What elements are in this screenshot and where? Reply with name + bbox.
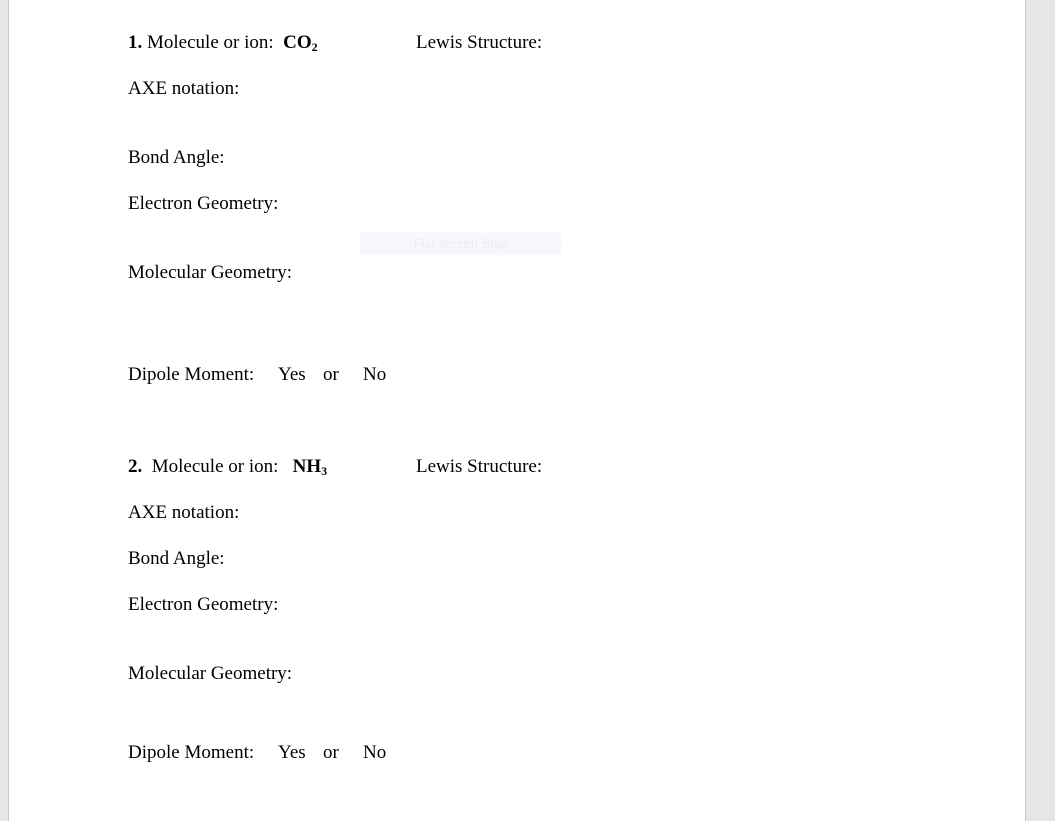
document-page xyxy=(8,0,1026,821)
q1-formula-base: CO xyxy=(283,32,312,53)
q2-dipole-or: or xyxy=(323,742,339,763)
q1-molecular-geometry-label: Molecular Geometry: xyxy=(128,262,293,283)
q1-heading xyxy=(128,32,318,54)
q1-number: 1. xyxy=(128,32,143,53)
q1-dipole-yes: Yes xyxy=(278,364,306,385)
q1-molecule-label: Molecule or ion: xyxy=(147,32,274,53)
q2-dipole-yes: Yes xyxy=(278,742,306,763)
q2-molecule-label: Molecule or ion: xyxy=(151,456,279,477)
q2-formula-subscript: 3 xyxy=(321,464,328,478)
q1-axe-label: AXE notation: xyxy=(128,78,240,99)
q2-axe-label: AXE notation: xyxy=(128,502,240,523)
q1-formula-subscript: 2 xyxy=(311,40,318,54)
q2-formula-base: NH xyxy=(292,456,322,477)
q1-dipole-or: or xyxy=(323,364,339,385)
q1-dipole-label: Dipole Moment: xyxy=(128,364,255,385)
q1-dipole-no: No xyxy=(363,364,387,385)
q1-bond-angle-label: Bond Angle: xyxy=(128,147,225,168)
q1-lewis-label: Lewis Structure: xyxy=(416,32,543,53)
q2-molecular-geometry-label: Molecular Geometry: xyxy=(128,663,293,684)
q1-electron-geometry-label: Electron Geometry: xyxy=(128,193,279,214)
q2-dipole-no: No xyxy=(363,742,387,763)
q2-formula xyxy=(293,456,328,477)
q2-number: 2. xyxy=(128,456,143,477)
q2-electron-geometry-label: Electron Geometry: xyxy=(128,594,279,615)
snip-overlay-label: Full-screen Snip xyxy=(413,236,508,251)
snip-overlay[interactable] xyxy=(360,232,561,255)
q2-heading xyxy=(128,456,327,478)
q2-bond-angle-label: Bond Angle: xyxy=(128,548,225,569)
q1-formula xyxy=(283,32,318,53)
q2-lewis-label: Lewis Structure: xyxy=(416,456,543,477)
q2-dipole-label: Dipole Moment: xyxy=(128,742,255,763)
